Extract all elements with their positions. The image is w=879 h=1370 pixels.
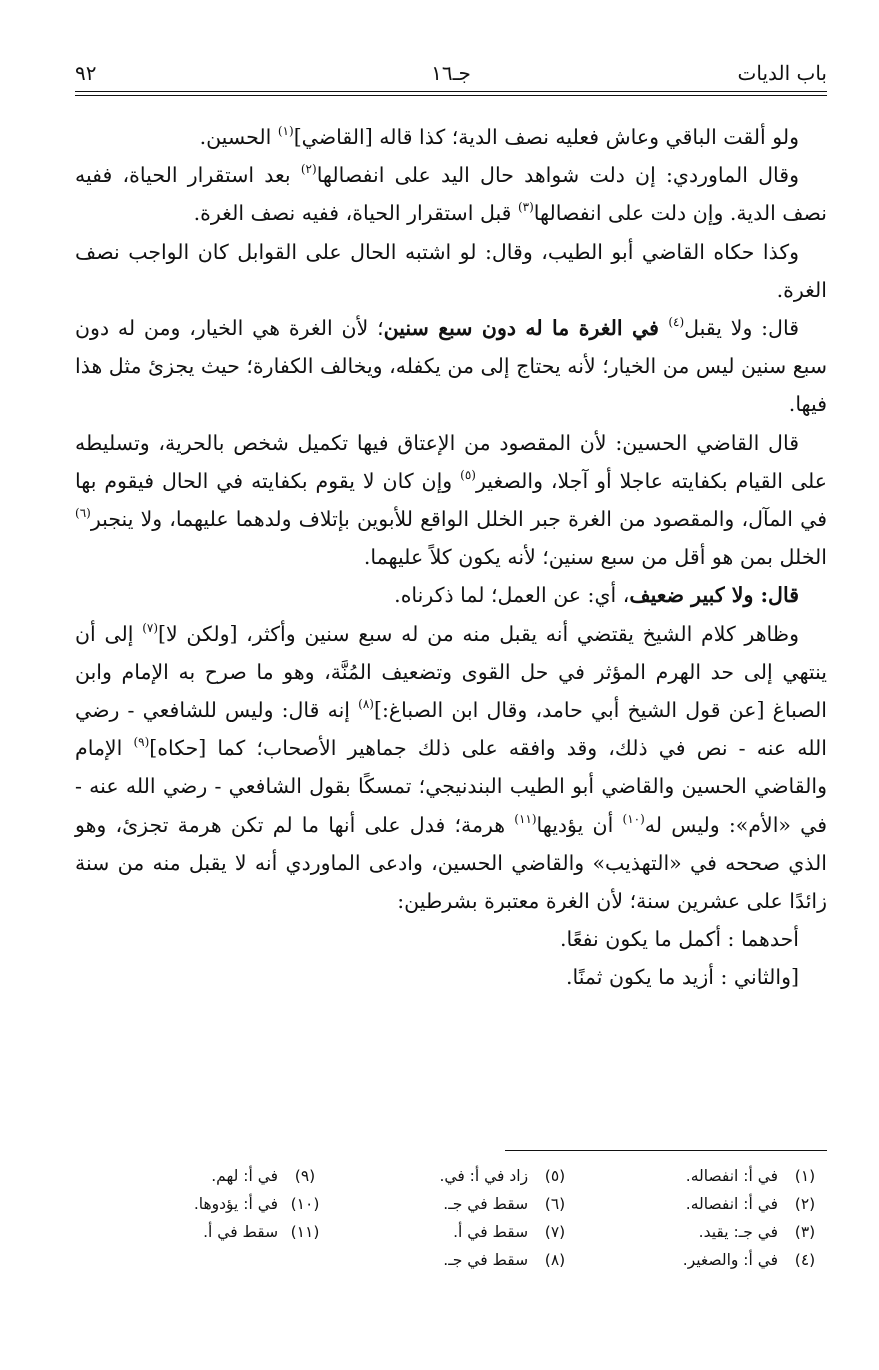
paragraph <box>75 958 827 996</box>
footnote-number: (٨) <box>544 1251 566 1269</box>
footnote-marker: (٧) <box>142 620 159 635</box>
footnote-text: زاد في أ: في. <box>439 1167 533 1185</box>
footnote-number: (٦) <box>544 1195 566 1213</box>
footnote-item <box>77 1162 327 1190</box>
text-run: إنه قال: وليس للشافعي - رضي الله عنه - نص في ذلك، وقد وافقه على ذلك جماهير الأصحاب؛ كما [حكاه] <box>75 698 828 761</box>
footnote-text: سقط في أ. <box>203 1223 283 1241</box>
footnote-item <box>577 1162 827 1190</box>
chapter-title: باب الديات <box>737 61 827 85</box>
text-run: قال القاضي الحسين: لأن المقصود من الإعتاق فيها تكميل شخص بالحرية، وتسليطه على القيام بكفايته عاجلا أو آجلا، والصغير <box>75 430 827 493</box>
footnote-item <box>577 1246 827 1274</box>
footnote-marker: (٥) <box>460 467 476 482</box>
footnote-number: (٧) <box>544 1223 566 1241</box>
footnote-column-3 <box>77 1162 327 1246</box>
text-run: وكذا حكاه القاضي أبو الطيب، وقال: لو اشتبه الحال على القوابل كان الواجب نصف الغرة. <box>75 239 827 302</box>
footnote-text: سقط في أ. <box>453 1223 533 1241</box>
footnote-text: في أ: انفصاله. <box>685 1167 783 1185</box>
text-run: وقال الماوردي: إن دلت شواهد حال اليد على انفصالها <box>316 163 799 188</box>
footnote-marker: (٩) <box>133 735 150 750</box>
bold-matn-text: قال: ولا كبير ضعيف <box>629 583 799 608</box>
text-run: إلى أن ينتهي إلى حد الهرم المؤثر في حل القوى وتضعيف المُنَّة، وهو ما صرح به الإمام وابن الصباغ [عن قول الشيخ أبي حامد، وقال ابن الصباغ:] <box>75 621 827 723</box>
footnote-column-2 <box>327 1162 577 1274</box>
footnote-marker: (١٠) <box>622 811 645 826</box>
text-run: أن يؤديها <box>536 812 623 837</box>
paragraph <box>75 309 827 424</box>
footnote-item <box>77 1218 327 1246</box>
footnote-text: في أ: انفصاله. <box>685 1195 783 1213</box>
footnote-number: (٢) <box>794 1195 816 1213</box>
footnote-number: (١) <box>794 1167 816 1185</box>
footnote-separator <box>505 1150 827 1151</box>
footnote-marker: (١) <box>277 124 294 138</box>
footnote-number: (١١) <box>290 1223 320 1241</box>
main-text <box>75 118 827 997</box>
footnote-number: (٣) <box>794 1223 816 1241</box>
footnote-text: في جـ: يقيد. <box>698 1223 783 1241</box>
footnote-text: سقط في جـ. <box>443 1195 533 1213</box>
text-run: ، أي: عن العمل؛ لما ذكرناه. <box>394 583 630 608</box>
footnote-text: في أ: لهم. <box>211 1167 283 1185</box>
text-run: ؛ لأن الغرة هي الخيار، ومن له دون سبع سنين ليس من الخيار؛ لأنه يحتاج إلى من يكفله، ويخالف الكفارة؛ حيث يجزئ مثل هذا فيها. <box>75 316 827 417</box>
header-rule-top <box>75 91 827 92</box>
text-run: قبل استقرار الحياة، ففيه نصف الغرة. <box>193 201 518 226</box>
footnote-marker: (٣) <box>517 200 534 215</box>
footnote-marker: (٤) <box>668 315 685 330</box>
footnote-number: (٩) <box>294 1167 316 1185</box>
footnote-item <box>577 1218 827 1246</box>
footnote-text: في أ: والصغير. <box>682 1251 783 1269</box>
footnote-column-1 <box>577 1162 827 1274</box>
footnote-item <box>327 1190 577 1218</box>
text-run: الخلل بمن هو أقل من سبع سنين؛ لأنه يكون كلاً عليهما. <box>363 545 827 570</box>
footnote-item <box>77 1190 327 1218</box>
text-run: ولو ألقت الباقي وعاش فعليه نصف الدية؛ كذا قاله [القاضي] <box>293 125 799 149</box>
footnote-number: (٥) <box>544 1167 566 1185</box>
text-run: الحسين. <box>199 125 278 149</box>
footnote-number: (١٠) <box>290 1195 320 1213</box>
text-run: قال: ولا يقبل <box>684 316 799 341</box>
paragraph <box>75 118 827 156</box>
footnotes <box>75 1162 827 1292</box>
paragraph <box>75 615 827 921</box>
footnote-text: سقط في جـ. <box>443 1251 533 1269</box>
header-rule-bottom <box>75 95 827 96</box>
bold-matn-text: في الغرة ما له دون سبع سنين <box>383 316 669 341</box>
paragraph <box>75 920 827 958</box>
paragraph <box>75 424 827 577</box>
footnote-marker: (٦) <box>75 506 91 521</box>
text-run: [والثاني : أزيد ما يكون ثمنًا. <box>565 965 799 990</box>
text-run: الإمام والقاضي الحسين والقاضي أبو الطيب البندنيجي؛ تمسكًا بقول الشافعي - رضي الله عنه - في «الأم»: وليس له <box>75 736 828 837</box>
paragraph <box>75 576 827 614</box>
text-run: بعد استقرار الحياة، ففيه نصف الدية. وإن دلت على انفصالها <box>75 163 827 226</box>
text-run: وإن كان لا يقوم بكفايته في الحال فيقوم بها في المآل، والمقصود من الغرة جبر الخلل الواقع للأبوين بإتلاف ولدهما عليهما، ولا ينجبر <box>75 468 828 532</box>
footnote-item <box>327 1246 577 1274</box>
footnote-marker: (٨) <box>358 697 374 712</box>
running-header <box>75 58 827 88</box>
page-number: ٩٢ <box>75 61 97 85</box>
footnote-item <box>327 1218 577 1246</box>
footnote-item <box>577 1190 827 1218</box>
paragraph <box>75 156 827 232</box>
text-run: هرمة؛ فدل على أنها ما لم تكن هرمة تجزئ، وهو الذي صححه في «التهذيب» والقاضي الحسين، وادعى الماوردي أنه لا يقبل منه من سنة زائدًا على عشرين سنة؛ لأن الغرة معتبرة بشرطين: <box>75 812 827 914</box>
footnote-item <box>327 1162 577 1190</box>
footnote-marker: (٢) <box>300 162 317 177</box>
text-run: وظاهر كلام الشيخ يقتضي أنه يقبل منه من له سبع سنين وأكثر، [ولكن لا] <box>158 621 799 646</box>
paragraph <box>75 233 827 309</box>
volume-label: جـ١٦ <box>431 61 471 85</box>
text-run: أحدهما : أكمل ما يكون نفعًا. <box>560 927 799 952</box>
footnote-marker: (١١) <box>514 811 537 826</box>
footnote-number: (٤) <box>794 1251 816 1269</box>
footnote-text: في أ: يؤدوها. <box>193 1195 283 1213</box>
